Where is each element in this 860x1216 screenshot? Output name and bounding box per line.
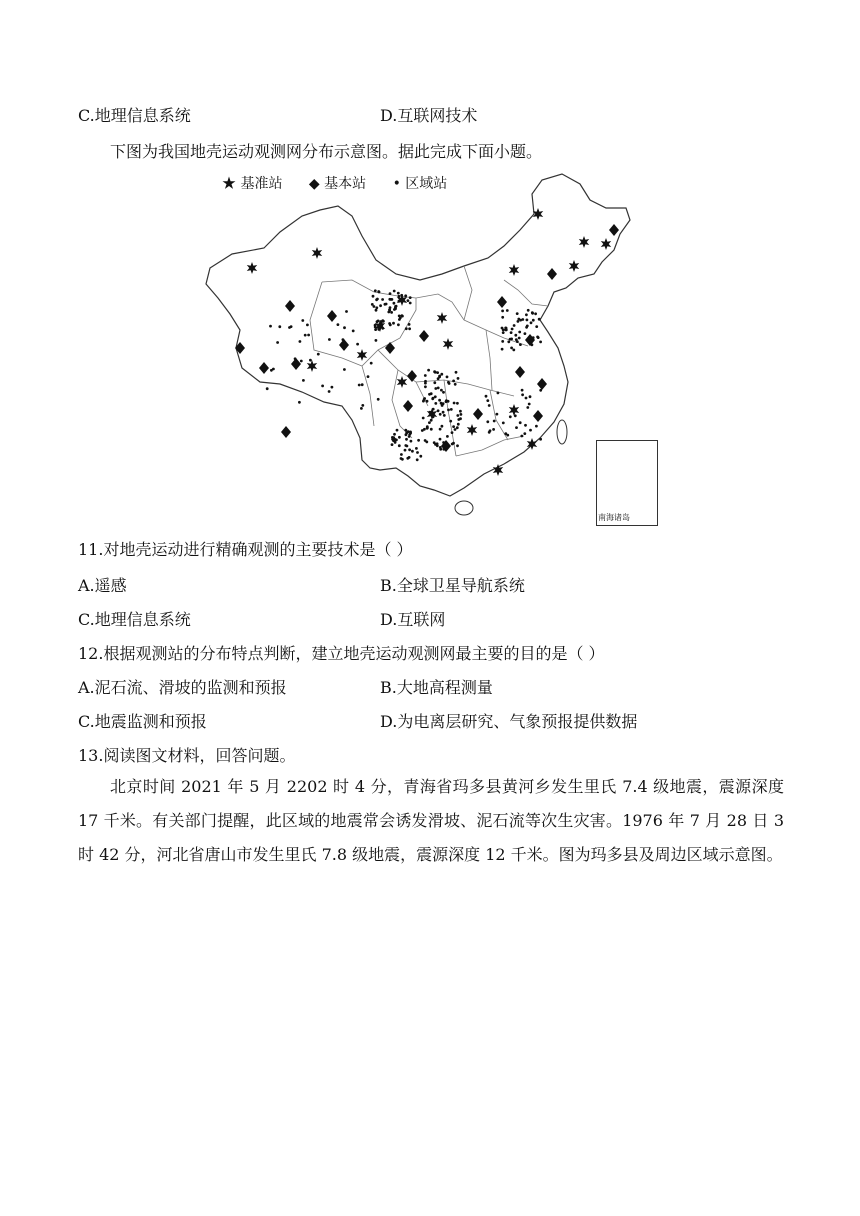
regional-station-marker [526,406,529,409]
regional-station-marker [374,289,377,292]
basic-station-marker [473,408,483,420]
q11-stem: 11.对地壳运动进行精确观测的主要技术是（ ） [78,540,413,559]
regional-station-marker [511,328,514,331]
regional-station-marker [409,302,412,305]
regional-station-marker [439,428,442,431]
regional-station-marker [507,340,510,343]
regional-station-marker [389,324,392,327]
regional-station-marker [301,319,304,322]
inset-label: 南海诸岛 [598,513,630,522]
regional-station-marker [424,385,427,388]
regional-station-marker [397,323,400,326]
q12-stem: 12.根据观测站的分布特点判断，建立地壳运动观测网最主要的目的是（ ） [78,644,605,663]
regional-station-marker [441,404,444,407]
regional-station-marker [445,399,448,402]
regional-station-marker [343,368,346,371]
regional-station-marker [520,435,523,438]
regional-station-marker [379,304,382,307]
regional-station-marker [391,443,394,446]
china-crust-observation-map [202,170,662,528]
regional-station-marker [393,302,396,305]
regional-station-marker [371,303,374,306]
regional-station-marker [513,324,516,327]
regional-station-marker [434,387,437,390]
regional-station-marker [408,323,411,326]
regional-station-marker [526,325,529,328]
hainan-island [455,501,473,515]
regional-station-marker [405,431,408,434]
basic-station-marker [327,310,337,322]
base-station-marker [467,424,477,436]
q12-option-c: C.地震监测和预报 [78,712,207,731]
basic-station-marker [385,342,395,354]
regional-station-marker [496,413,499,416]
basic-station-marker [547,268,557,280]
regional-station-marker [389,298,392,301]
regional-station-marker [439,438,442,441]
q11-option-a: A.遥感 [78,576,127,595]
regional-station-marker [417,439,420,442]
q13-material: 北京时间 2021 年 5 月 2202 时 4 分，青海省玛多县黄河乡发生里氏 7.4 级地震，震源深度 17 千米。有关部门提醒，此区域的地震常会诱发滑坡、泥石流等次生灾害。1976 年 7 月 28 日 3 时 42 分，河北省唐山市发生里氏 7.8 级地震，震源深度 12 千米。图为玛多县及周边区域示意图。 [78,777,784,864]
regional-station-marker [446,435,449,438]
regional-station-marker [410,440,413,443]
regional-station-marker [380,320,383,323]
regional-station-marker [451,443,454,446]
regional-station-marker [361,404,364,407]
regional-station-marker [416,451,419,454]
taiwan-island [557,420,567,444]
regional-station-marker [423,428,426,431]
regional-station-marker [331,386,334,389]
base-station-marker [312,247,322,259]
regional-station-marker [278,325,281,328]
regional-station-marker [440,389,443,392]
regional-station-marker [501,316,504,319]
regional-station-marker [509,415,512,418]
base-station-marker [509,404,519,416]
regional-station-marker [294,357,297,360]
regional-station-marker [535,325,538,328]
base-station-marker [397,376,407,388]
regional-station-marker [405,327,408,330]
prev-option-c: C.地理信息系统 [78,106,191,125]
regional-station-marker [456,426,459,429]
basic-station-marker [285,300,295,312]
regional-station-marker [401,314,404,317]
q12-option-b: B.大地高程测量 [380,678,493,697]
regional-station-marker [446,376,449,379]
regional-station-marker [377,290,380,293]
regional-station-marker [408,327,411,330]
regional-station-marker [457,423,460,426]
basic-station-marker [339,339,349,351]
regional-station-marker [409,431,412,434]
q12-option-a: A.泥石流、滑坡的监测和预报 [78,678,287,697]
regional-station-marker [442,441,445,444]
regional-station-marker [516,340,519,343]
regional-station-marker [270,369,273,372]
basic-station-marker [419,330,429,342]
regional-station-marker [531,343,534,346]
basic-station-marker [497,296,507,308]
regional-station-marker [486,399,489,402]
regional-station-marker [375,306,378,309]
base-station-marker [579,236,589,248]
regional-station-marker [302,379,305,382]
regional-station-marker [516,312,519,315]
regional-station-marker [524,332,527,335]
regional-station-marker [290,325,293,328]
prev-option-d: D.互联网技术 [380,106,478,125]
regional-station-marker [269,325,272,328]
regional-station-marker [539,389,542,392]
base-station-marker [569,260,579,272]
regional-station-marker [436,371,439,374]
q13-stem: 13.阅读图文材料，回答问题。 [78,746,296,765]
regional-station-marker [442,411,445,414]
regional-station-marker [502,331,505,334]
regional-station-marker [428,393,431,396]
regional-station-marker [456,444,459,447]
regional-station-marker [397,292,400,295]
base-station-marker [307,360,317,372]
regional-station-marker [518,331,521,334]
regional-station-marker [514,334,517,337]
regional-station-marker [529,336,532,339]
regional-station-marker [394,441,397,444]
regional-station-marker [400,457,403,460]
regional-station-marker [306,324,309,327]
regional-station-marker [374,328,377,331]
regional-station-marker [455,371,458,374]
regional-station-marker [502,329,505,332]
regional-station-marker [449,420,452,423]
regional-station-marker [398,444,401,447]
regional-station-marker [398,295,401,298]
regional-station-marker [532,319,535,322]
regional-station-marker [460,413,463,416]
regional-station-marker [407,299,410,302]
regional-station-marker [372,295,375,298]
regional-station-marker [526,319,529,322]
basic-station-marker [515,366,525,378]
regional-station-marker [521,389,524,392]
regional-station-marker [377,328,380,331]
regional-station-marker [524,424,527,427]
regional-station-marker [393,433,396,436]
regional-station-marker [497,392,500,395]
regional-station-marker [510,331,513,334]
regional-station-marker [519,421,522,424]
regional-station-marker [307,334,310,337]
base-station-marker [509,264,519,276]
regional-station-marker [328,390,331,393]
regional-station-marker [376,320,379,323]
province-lines [310,266,548,456]
regional-station-marker [400,453,403,456]
regional-station-marker [389,306,392,309]
regional-station-marker [367,375,370,378]
regional-station-marker [434,402,437,405]
regional-station-marker [428,421,431,424]
regional-station-marker [489,429,492,432]
map-svg [202,170,662,528]
map-intro: 下图为我国地壳运动观测网分布示意图。据此完成下面小题。 [110,142,543,161]
regional-station-marker [504,328,507,331]
regional-station-marker [299,340,302,343]
regional-station-marker [376,298,379,301]
regional-station-marker [426,400,429,403]
regional-station-marker [393,290,396,293]
regional-station-marker [425,441,428,444]
regional-station-marker [493,420,496,423]
regional-station-marker [448,382,451,385]
regional-station-marker [434,371,437,374]
regional-station-marker [432,408,435,411]
regional-station-marker [375,309,378,312]
basic-station-marker [403,400,413,412]
regional-station-marker [443,414,446,417]
regional-station-marker [416,458,419,461]
base-station-marker [443,338,453,350]
regional-station-marker [433,441,436,444]
regional-station-marker [521,318,524,321]
regional-station-marker [532,336,535,339]
regional-station-marker [424,374,427,377]
regional-station-marker [510,338,513,341]
regional-station-marker [510,347,513,350]
regional-station-marker [424,380,427,383]
regional-station-marker [486,420,489,423]
legend-basic-station: ◆ 基本站 [308,176,367,192]
regional-station-marker [384,303,387,306]
regional-station-marker [518,337,521,340]
china-outline [206,174,630,496]
regional-station-marker [437,387,440,390]
basic-station-marker [407,370,417,382]
regional-station-marker [525,397,528,400]
regional-station-marker [352,330,355,333]
regional-station-marker [459,417,462,420]
regional-station-marker [400,294,403,297]
regional-station-marker [300,360,303,363]
regional-station-marker [298,401,301,404]
regional-station-marker [419,455,422,458]
regional-station-marker [512,349,515,352]
basic-station-marker [259,362,269,374]
regional-station-marker [523,432,526,435]
regional-station-marker [529,429,532,432]
regional-station-marker [502,422,505,425]
basic-station-marker [609,224,619,236]
regional-station-marker [426,425,429,428]
q11-option-d: D.互联网 [380,610,446,629]
regional-station-marker [409,296,412,299]
regional-station-marker [436,442,439,445]
regional-station-marker [375,339,378,342]
regional-station-marker [422,417,425,420]
regional-station-marker [538,318,541,321]
regional-station-marker [485,395,488,398]
basic-station-marker [533,410,543,422]
regional-station-marker [453,402,456,405]
regional-station-marker [404,449,407,452]
regional-station-marker [328,338,331,341]
regional-station-marker [535,425,538,428]
regional-station-marker [459,410,462,413]
regional-station-marker [360,407,363,410]
regional-station-marker [454,428,457,431]
regional-station-marker [440,373,443,376]
regional-station-marker [447,409,450,412]
regional-station-marker [406,457,409,460]
regional-station-marker [525,313,528,316]
regional-station-marker [517,318,520,321]
regional-station-marker [370,362,373,365]
regional-station-marker [517,320,520,323]
regional-station-marker [408,448,411,451]
regional-station-marker [430,419,433,422]
regional-station-marker [361,383,364,386]
regional-station-marker [404,444,407,447]
q12-option-d: D.为电离层研究、气象预报提供数据 [380,712,638,731]
regional-station-marker [309,359,312,362]
regional-station-marker [409,433,412,436]
basic-station-marker [281,426,291,438]
legend-regional-station: • 区域站 [392,176,448,192]
regional-station-marker [450,408,453,411]
regional-station-marker [456,402,459,405]
regional-station-marker [539,341,542,344]
regional-station-marker [398,300,401,303]
regional-station-marker [501,340,504,343]
regional-station-marker [392,322,395,325]
regional-station-marker [427,369,430,372]
regional-station-marker [437,409,440,412]
regional-station-marker [405,438,408,441]
regional-station-marker [515,426,518,429]
regional-station-marker [514,414,517,417]
regional-station-marker [506,309,509,312]
base-station-marker [357,349,367,361]
regional-station-marker [451,431,454,434]
regional-station-marker [377,398,380,401]
regional-station-marker [519,343,522,346]
regional-station-marker [527,309,530,312]
q11-option-c: C.地理信息系统 [78,610,191,629]
regional-station-marker [398,436,401,439]
regional-station-marker [537,336,540,339]
legend-base-station: ★ 基准站 [222,176,283,192]
regional-station-marker [399,317,402,320]
regional-station-marker [358,384,361,387]
regional-station-marker [539,438,542,441]
regional-station-marker [304,334,307,337]
regional-station-marker [381,298,384,301]
base-station-marker [437,312,447,324]
regional-station-marker [433,381,436,384]
regional-station-marker [444,446,447,449]
regional-station-marker [342,338,345,341]
regional-station-marker [531,312,534,315]
regional-station-marker [439,448,442,451]
regional-station-marker [438,399,441,402]
q11-option-b: B.全球卫星导航系统 [380,576,525,595]
regional-station-marker [521,393,524,396]
regional-station-marker [411,450,414,453]
regional-station-marker [530,321,533,324]
regional-station-marker [452,380,455,383]
regional-station-marker [529,395,532,398]
regional-station-marker [488,404,491,407]
regional-station-marker [438,376,441,379]
regional-station-marker [404,294,407,297]
regional-station-marker [528,403,531,406]
base-station-marker [601,238,611,250]
stations-layer [235,208,619,476]
regional-station-marker [441,425,444,428]
regional-station-marker [454,383,457,386]
regional-station-marker [457,377,460,380]
regional-station-marker [374,326,377,329]
basic-station-marker [525,334,535,346]
basic-station-marker [537,378,547,390]
regional-station-marker [396,429,399,432]
regional-station-marker [439,413,442,416]
regional-station-marker [452,425,455,428]
regional-station-marker [317,353,320,356]
regional-station-marker [381,327,384,330]
regional-station-marker [337,323,340,326]
regional-station-marker [343,326,346,329]
regional-station-marker [492,428,495,431]
regional-station-marker [430,428,433,431]
regional-station-marker [394,438,397,441]
regional-station-marker [266,387,269,390]
regional-station-marker [394,307,397,310]
regional-station-marker [422,400,425,403]
regional-station-marker [345,310,348,313]
regional-station-marker [404,429,407,432]
regional-station-marker [321,385,324,388]
regional-station-marker [501,348,504,351]
regional-station-marker [506,434,509,437]
regional-station-marker [389,292,392,295]
regional-station-marker [534,312,537,315]
regional-station-marker [432,415,435,418]
regional-station-marker [434,395,437,398]
regional-station-marker [276,341,279,344]
regional-station-marker [356,343,359,346]
regional-station-marker [442,391,445,394]
regional-station-marker [415,447,418,450]
regional-station-marker [429,411,432,414]
base-station-marker [247,262,257,274]
regional-station-marker [456,414,459,417]
regional-station-marker [501,310,504,313]
regional-station-marker [390,311,393,314]
